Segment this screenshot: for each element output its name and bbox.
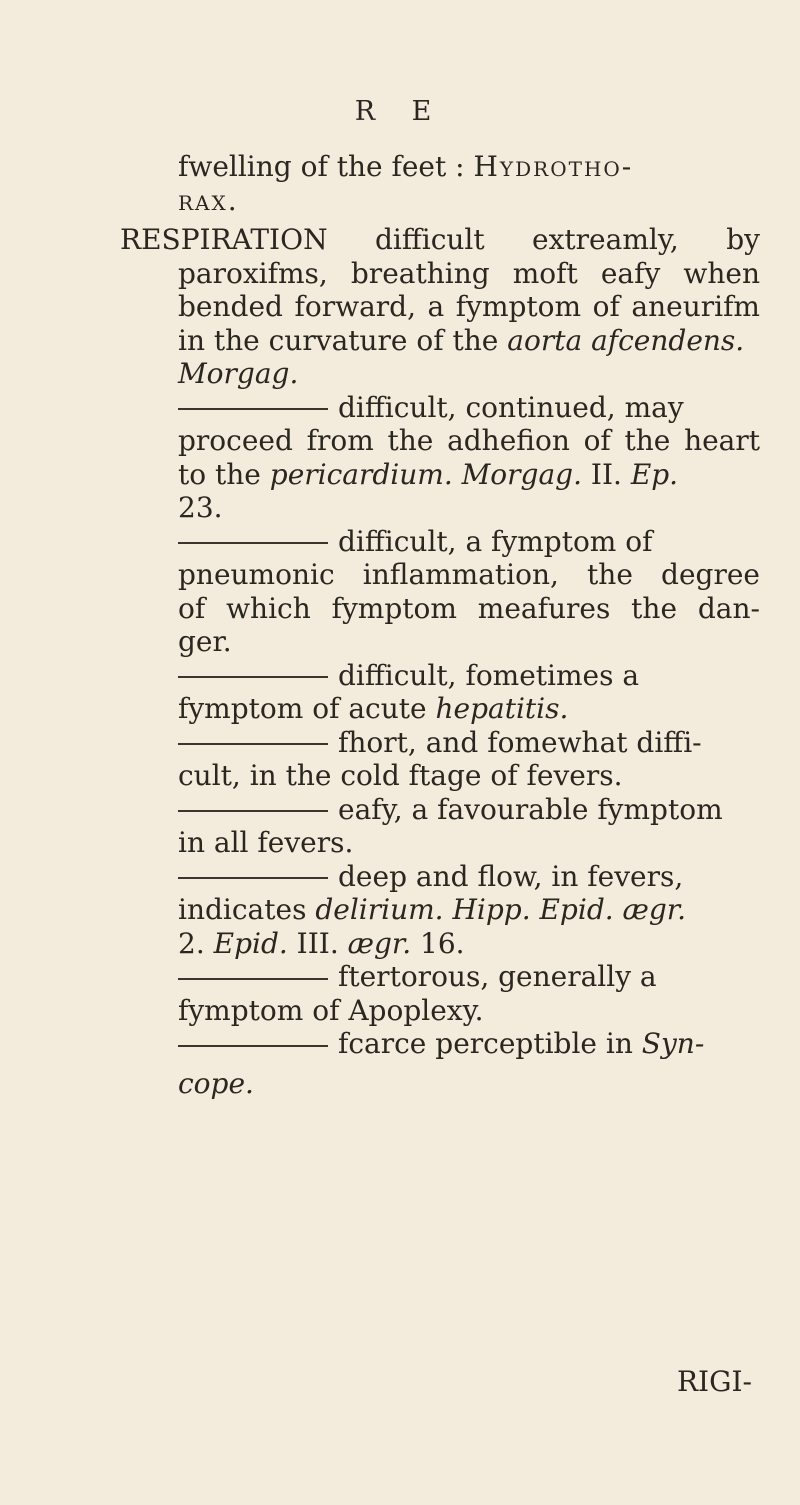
text-line: paroxifms, breathing moft eafy when [178,256,760,290]
text-line [120,391,760,425]
text-run: Syn- [641,1027,705,1060]
text-line [120,150,760,184]
ditto-rule [178,743,328,745]
text-line: fymptom of Apoplexy. [178,993,484,1027]
text-run: cope. [178,1066,254,1100]
text-run: III. [287,926,348,960]
text-line: 23. [178,491,223,524]
ditto-rule [178,408,328,410]
text-line [120,525,760,559]
text-run: hepatitis. [435,692,569,725]
text-line: rax. [178,183,239,217]
text-run: Hydrotho- [473,150,634,183]
catchword: RIGI- [676,1365,752,1398]
text-line [120,692,760,726]
text-run: ftertorous, generally a [338,960,657,993]
text-run: deep and flow, in fevers, [338,859,684,893]
ditto-rule [178,810,328,812]
entry-heading-line: RESPIRATION difficult extreamly, by [120,223,760,256]
text-run: Ep. [630,457,679,491]
text-line [120,927,760,961]
text-run: aorta afcendens. [507,323,745,357]
text-run: in the curvature of the [178,323,508,357]
text-line [120,960,760,994]
text-run: pericardium. Morgag. [269,457,582,491]
ditto-rule [178,978,328,980]
text-run: II. [581,457,631,491]
text-run: ægr. [347,926,412,960]
text-line [120,458,760,492]
text-run: fwelling of the feet : [178,150,474,183]
text-run: fymptom of acute [178,692,436,725]
text-line [120,893,760,927]
text-line [120,1027,760,1061]
text-run: Morgag. [178,357,299,390]
text-run: difficult, fometimes a [338,658,640,692]
text-run: difficult, continued, may [338,390,684,424]
text-line [120,659,760,693]
text-line [120,357,760,391]
text-line: ger. [178,625,232,658]
page-body [120,150,760,1100]
text-line: bended forward, a fymptom of aneurifm [178,290,760,323]
text-run: to the [178,457,270,491]
text-line: of which fymptom meafures the dan- [178,591,760,625]
text-run: 16. [411,926,465,960]
ditto-rule [178,542,328,544]
ditto-rule [178,676,328,678]
text-run: Epid. [213,926,288,960]
text-run: fhort, and fomewhat diffi- [338,725,702,759]
text-line [120,1067,760,1101]
text-line [120,324,760,358]
text-run: delirium. Hipp. Epid. ægr. [315,893,686,926]
text-line [120,726,760,760]
text-line: pneumonic inflammation, the degree [178,558,760,591]
text-line [120,860,760,894]
text-run: eafy, a favourable fymptom [338,792,723,826]
text-run: difficult, a fymptom of [338,524,653,558]
running-head: R E [354,96,446,127]
text-line [120,793,760,827]
ditto-rule [178,1045,328,1047]
text-line: in all fevers. [178,826,354,859]
ditto-rule [178,877,328,879]
text-run: indicates [178,893,316,926]
text-run: fcarce perceptible in [338,1027,642,1060]
text-line: cult, in the cold ftage of fevers. [178,759,623,792]
text-run: 2. [178,926,214,960]
text-line: proceed from the adhefion of the heart [178,424,760,457]
